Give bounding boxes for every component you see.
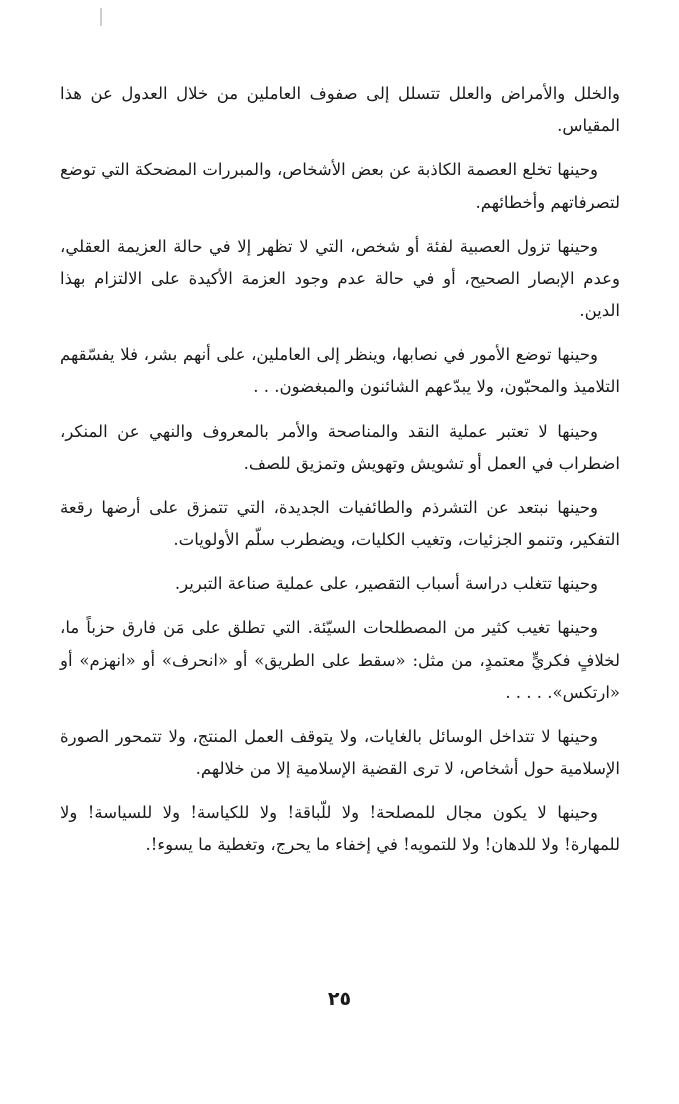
paragraph-10: وحينها لا يكون مجال للمصلحة! ولا للّباقة! ولا للكياسة! ولا للسياسة! ولا للمهارة! ولا للدهان! ولا للتمويه! في إخفاء ما يحرج، وتغطية ما يسوء!. <box>60 803 620 855</box>
paragraph-7: وحينها تتغلب دراسة أسباب التقصير، على عملية صناعة التبرير. <box>174 574 598 594</box>
paragraph-9: وحينها لا تتداخل الوسائل بالغايات، ولا يتوقف العمل المنتج، ولا تتمحور الصورة الإسلامية حول أشخاص، لا ترى القضية الإسلامية إلا من خلالهم. <box>60 726 620 779</box>
paragraph-6: وحينها نبتعد عن التشرذم والطائفيات الجديدة، التي تتمزق على أرضها رقعة التفكير، وتنمو الجزئيات، وتغيب الكليات، ويضطرب سلّم الأولويات. <box>60 497 620 550</box>
paragraph-1: والخلل والأمراض والعلل تتسلل إلى صفوف العاملين من خلال العدول عن هذا المقياس. <box>60 84 620 136</box>
page-number: ٢٥ <box>327 988 352 1010</box>
paragraph-3: وحينها تزول العصبية لفئة أو شخص، التي لا تظهر إلا في حالة العزيمة العقلي، وعدم الإبصار الصحيح، أو في حالة عدم وجود العزمة الأكيدة على الالتزام بهذا الدين. <box>60 236 620 321</box>
page-body <box>60 78 620 874</box>
paragraph-2: وحينها تخلع العصمة الكاذبة عن بعض الأشخاص، والمبررات المضحكة التي توضع لتصرفاتهم وأخطائهم. <box>60 160 620 212</box>
paragraph-4: وحينها توضع الأمور في نصابها، وينظر إلى العاملين، على أنهم بشر، فلا يفسّقهم التلاميذ والمحبّون، ولا يبدّعهم الشائنون والمبغضون. . . <box>60 345 620 397</box>
paragraph-5: وحينها لا تعتبر عملية النقد والمناصحة والأمر بالمعروف والنهي عن المنكر، اضطراب في العمل أو تشويش وتهويش وتمزيق للصف. <box>60 421 620 473</box>
scan-mark <box>100 8 102 26</box>
paragraph-8: وحينها تغيب كثير من المصطلحات السيّئة. التي تطلق على مَن فارق حزباً ما، لخلافٍ فكريٍّ معتمدٍ، من مثل: «سقط على الطريق» أو «انحرف» أو «انهزم» أو «ارتكس». . . . . <box>60 618 620 702</box>
